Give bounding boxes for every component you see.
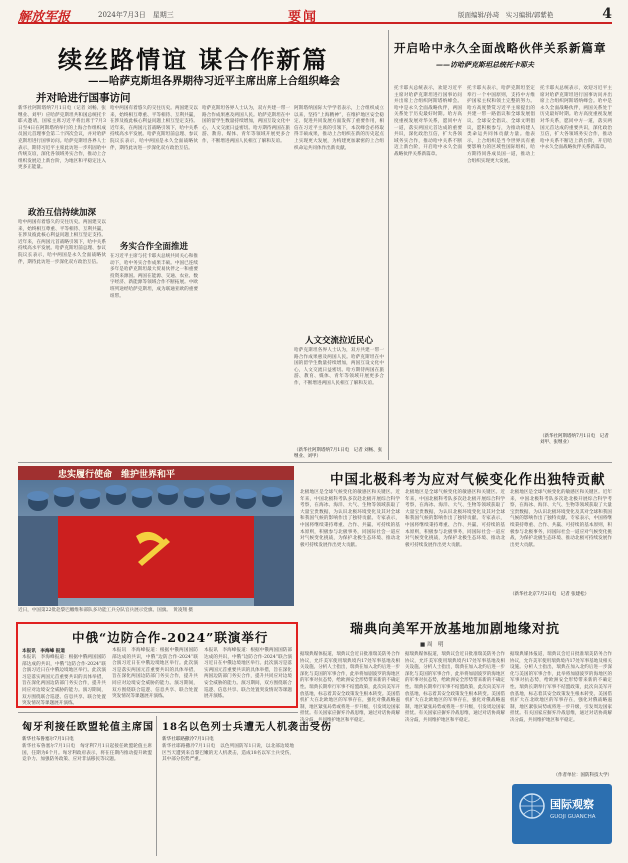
- hungary-byline: 新华社布鲁塞尔7月1日电: [22, 737, 74, 742]
- exercise-col-3: 本报讯 李海峰报道：根据中俄两国国防部达成的共识，中俄“边防合作-2024”联合演习近日在中俄边境地区举行。此次演习是落实两国元首重要共识的具体举措，旨在深化两国边防部门务实合作，提升共同应对边境安全威胁的能力。演习期间，双方围绕联合巡逻、信息共享、联合处置突发情况等课题展开演练。: [204, 648, 292, 700]
- climate-col-3: 北极地区是全球气候变化的敏感区和关键区。近年来，中国北极科考队多次赴北极开展综合科学考察，在海冰、海洋、大气、生物等领域获取了大量宝贵数据，为认识北极环境变化及其对全球和我国气候的影响作出了独特贡献。专家表示，中国将继续秉持尊重、合作、共赢、可持续的基本原则，积极参与北极事务，同国际社会一道应对气候变化挑战，为保护北极生态环境、推动北极可持续发展作出更大贡献。: [510, 490, 612, 548]
- sweden-headline: 瑞典向美军开放基地加剧地缘对抗: [350, 622, 561, 637]
- hungary-headline: 匈牙利接任欧盟轮值主席国: [22, 722, 154, 733]
- sweden-col-1: 据瑞典媒体报道，瑞典议会近日批准瑞美防务合作协议，允许美军使用瑞典境内17处军事基地及相关设施。分析人士指出，瑞典在加入北约后进一步深化与美国的军事合作，此举将加剧波罗的海地区的军事对抗态势，给欧洲安全形势带来新的不确定性。瑞典长期奉行军事不结盟政策，此次向美军开放基地，标志着其安全政策发生根本转变。美国借机扩大在北欧地区的军事存在，强化对俄战略遏制，地区紧张局势或将进一步升级，引发周边国家担忧。有关国家应摒弃冷战思维，通过对话协商解决分歧，共同维护地区和平稳定。: [300, 652, 400, 723]
- intl-observation-badge: [512, 784, 612, 844]
- exercise-headline: 中俄“边防合作-2024”联演举行: [72, 630, 269, 645]
- lead-col-1a: 新华社阿斯塔纳7月1日电（记者 刘畅、张继业、刘甲）应哈萨克斯坦共和国总统托卡耶夫邀请，国家主席习近平将出席于7月3日至4日在阿斯塔纳举行的上海合作组织成员国元首理事会第二十四次会议，并对哈萨克斯坦进行国事访问。哈萨克斯坦各界人士表示，期待习近平主席此访进一步巩固哈中传统友谊，深化各领域务实合作，推动上合组织发展迈上新台阶，为地区和平稳定注入更多正能量。: [18, 106, 106, 171]
- issue-date: 2024年7月3日 星期三: [98, 11, 174, 19]
- israel-headline: 18名以色列士兵遭无人机袭击受伤: [162, 722, 332, 733]
- bottom-col-divider: [156, 716, 157, 856]
- bottom-divider: [18, 712, 298, 713]
- lead-col-2b: 在习近平主席与托卡耶夫总统共同关心和推动下，哈中务实合作成果丰硕。中国已连续多年是哈萨克斯坦最大贸易伙伴之一和重要投资来源国。两国在能源、交通、农业、数字经济、新能源等领域合作不断拓展。中欧班列途经哈萨克斯坦，成为联通亚欧的重要纽带。: [110, 254, 198, 299]
- right-headline: 开启哈中永久全面战略伙伴关系新篇章: [394, 41, 607, 55]
- badge-title: 国际观察: [550, 798, 594, 811]
- right-col-1: 托卡耶夫总统表示，欢迎习近平主席对哈萨克斯坦进行国事访问并出席上合组织阿斯塔纳峰会。哈中是永久全面战略伙伴，两国关系处于历史最好时期。哈方高度重视发展对华关系，愿同中方一道，落实两国元首达成的重要共识，深化政治互信，扩大各领域务实合作，推动哈中关系不断迈上新台阶，开启哈中永久全面战略伙伴关系新篇章。: [394, 86, 462, 157]
- page-editor-info: 版面编辑/孙琦 实习编辑/郭紫艳: [458, 11, 554, 19]
- lead-byline: （新华社阿斯塔纳7月1日电 记者 刘畅、张继业、刘甲）: [294, 448, 383, 459]
- sweden-author: ■ 周 明: [420, 642, 444, 648]
- lead-section-3-heading: 人文交流拉近民心: [304, 336, 373, 346]
- page-number: 4: [602, 6, 612, 22]
- hungary-body: 新华社布鲁塞尔7月1日电 匈牙利7月1日起接任欧盟轮值主席国，任期为6个月。匈牙利政府表示，将在任期内推动提升欧盟竞争力、加强防务政策、应对非法移民等议题。: [22, 744, 152, 763]
- exercise-byline: 本报讯 李海峰 报道: [22, 649, 65, 654]
- exercise-col-1: 本报讯 李海峰报道：根据中俄两国国防部达成的共识，中俄“边防合作-2024”联合演习近日在中俄边境地区举行。此次演习是落实两国元首重要共识的具体举措，旨在深化两国边防部门务实合作，提升共同应对边境安全威胁的能力。演习期间，双方围绕联合巡逻、信息共享、联合处置突发情况等课题展开演练。: [22, 655, 106, 707]
- lead-col-1b: 哈中两国有着悠久的交往历史。两国建交以来，始终相互尊重、平等相待、互利共赢，在涉及彼此核心利益问题上相互坚定支持。近年来，在两国元首战略引领下，哈中关系持续高水平发展。哈萨克斯坦前总理、参议院议长表示，哈中两国是永久全面战略伙伴，期待此访进一步深化双方政治互信。: [18, 220, 106, 265]
- sweden-col-2: 据瑞典媒体报道，瑞典议会近日批准瑞美防务合作协议，允许美军使用瑞典境内17处军事基地及相关设施。分析人士指出，瑞典在加入北约后进一步深化与美国的军事合作，此举将加剧波罗的海地区的军事对抗态势，给欧洲安全形势带来新的不确定性。瑞典长期奉行军事不结盟政策，此次向美军开放基地，标志着其安全政策发生根本转变。美国借机扩大在北欧地区的军事存在，强化对俄战略遏制，地区紧张局势或将进一步升级，引发周边国家担忧。有关国家应摒弃冷战思维，通过对话协商解决分歧，共同维护地区和平稳定。: [405, 652, 505, 723]
- exercise-col-2: 本报讯 李海峰报道：根据中俄两国国防部达成的共识，中俄“边防合作-2024”联合演习近日在中俄边境地区举行。此次演习是落实两国元首重要共识的具体举措，旨在深化两国边防部门务实合作，提升共同应对边境安全威胁的能力。演习期间，双方围绕联合巡逻、信息共享、联合处置突发情况等课题展开演练。: [112, 648, 198, 700]
- lead-col-4a: 阿斯塔纳国际大学学者表示，上合组织成立以来，坚持“上海精神”，在维护地区安全稳定、促进共同发展方面发挥了重要作用，相信在习近平主席的引领下，本次峰会必将取得丰硕成果，推动上合组织在新的历史起点上实现更大发展，为构建更加紧密的上合组织命运共同体作出新贡献。: [294, 106, 384, 151]
- sweden-byline: （作者单位：国防科技大学）: [553, 773, 612, 778]
- climate-col-2: 北极地区是全球气候变化的敏感区和关键区。近年来，中国北极科考队多次赴北极开展综合科学考察，在海冰、海洋、大气、生物等领域获取了大量宝贵数据，为认识北极环境变化及其对全球和我国气候的影响作出了独特贡献。专家表示，中国将继续秉持尊重、合作、共赢、可持续的基本原则，积极参与北极事务，同国际社会一道应对气候变化挑战，为保护北极生态环境、推动北极可持续发展作出更大贡献。: [405, 490, 505, 548]
- climate-headline: 中国北极科考为应对气候变化作出独特贡献: [330, 472, 606, 488]
- israel-byline: 新华社耶路撒冷7月1日电: [162, 737, 214, 742]
- right-byline: （新华社阿斯塔纳7月1日电 记者 刘甲、张继业）: [540, 434, 609, 445]
- peacekeeper-photo: [18, 466, 294, 606]
- lead-section-2-heading: 务实合作全面推进: [119, 242, 188, 252]
- lead-col-2a: 哈中两国有着悠久的交往历史。两国建交以来，始终相互尊重、平等相待、互利共赢，在涉及彼此核心利益问题上相互坚定支持。近年来，在两国元首战略引领下，哈中关系持续高水平发展。哈萨克斯坦前总理、参议院议长表示，哈中两国是永久全面战略伙伴，期待此访进一步深化双方政治互信。: [110, 106, 198, 151]
- column-divider: [388, 30, 389, 460]
- lead-col-4b: 哈萨克斯坦各界人士认为，双方共建一带一路合作成果惠及两国人民。哈萨克斯坦在中国的留学生数量持续增加，两国互设文化中心，人文交流日益密切。哈方期待两国在旅游、教育、媒体、青年等领域开展更多合作，不断增进两国人民相互了解和友谊。: [294, 348, 384, 386]
- badge-subtitle: GUOJI GUANCHA: [550, 814, 596, 820]
- lead-col-3: 哈萨克斯坦各界人士认为，双方共建一带一路合作成果惠及两国人民。哈萨克斯坦在中国的留学生数量持续增加，两国互设文化中心，人文交流日益密切。哈方期待两国在旅游、教育、媒体、青年等领域开展更多合作，不断增进两国人民相互了解和友谊。: [202, 106, 290, 144]
- photo-banner-text: 忠实履行使命 维护世界和平: [58, 470, 176, 480]
- photo-caption: 近日，中国第22批赴黎巴嫩维和部队多功能工兵分队官兵展示党旗、国旗。 黄凌翔 摄: [18, 608, 193, 613]
- masthead: [18, 6, 612, 24]
- lead-subtitle-2: 并对哈进行国事访问: [36, 92, 131, 104]
- climate-byline: （新华社北京7月2日电 记者 张建松）: [510, 592, 590, 597]
- lead-headline: 续丝路情谊 谋合作新篇: [58, 45, 329, 74]
- climate-col-1: 北极地区是全球气候变化的敏感区和关键区。近年来，中国北极科考队多次赴北极开展综合科学考察，在海冰、海洋、大气、生物等领域获取了大量宝贵数据，为认识北极环境变化及其对全球和我国气候的影响作出了独特贡献。专家表示，中国将继续秉持尊重、合作、共赢、可持续的基本原则，积极参与北极事务，同国际社会一道应对气候变化挑战，为保护北极生态环境、推动北极可持续发展作出更大贡献。: [300, 490, 400, 548]
- right-col-3: 托卡耶夫总统表示，欢迎习近平主席对哈萨克斯坦进行国事访问并出席上合组织阿斯塔纳峰会。哈中是永久全面战略伙伴，两国关系处于历史最好时期。哈方高度重视发展对华关系，愿同中方一道，落实两国元首达成的重要共识，深化政治互信，扩大各领域务实合作，推动哈中关系不断迈上新台阶，开启哈中永久全面战略伙伴关系新篇章。: [540, 86, 612, 151]
- lead-subtitle-1: ——哈萨克斯坦各界期待习近平主席出席上合组织峰会: [88, 75, 340, 87]
- newspaper-logo: 解放军报: [18, 10, 71, 25]
- israel-body: 新华社耶路撒冷7月1日电 以色列国防军1日说，以北部边境地区当天遭到来自黎巴嫩的无人机袭击，造成18名以军士兵受伤，其中部分伤势严重。: [162, 744, 294, 763]
- lead-section-1-heading: 政治互信持续加深: [27, 208, 96, 218]
- right-col-2: 托卡耶夫表示，哈萨克斯坦坚定奉行一个中国原则，支持中方维护国家主权和领土完整的努力。哈方高度赞赏习近平主席提出的共建一带一路倡议和全球发展倡议、全球安全倡议、全球文明倡议，愿积极参与，为推动构建人类命运共同体贡献力量。他表示，上合组织是当今世界具有重要影响力的区域性国际组织，哈方期待同各成员国一道，推动上合组织实现更大发展。: [467, 86, 535, 164]
- right-subtitle: ——访哈萨克斯坦总统托卡耶夫: [436, 60, 534, 69]
- section-divider: [18, 462, 612, 463]
- section-title: 要闻: [288, 10, 319, 25]
- sweden-col-3: 据瑞典媒体报道，瑞典议会近日批准瑞美防务合作协议，允许美军使用瑞典境内17处军事基地及相关设施。分析人士指出，瑞典在加入北约后进一步深化与美国的军事合作，此举将加剧波罗的海地区的军事对抗态势，给欧洲安全形势带来新的不确定性。瑞典长期奉行军事不结盟政策，此次向美军开放基地，标志着其安全政策发生根本转变。美国借机扩大在北欧地区的军事存在，强化对俄战略遏制，地区紧张局势或将进一步升级，引发周边国家担忧。有关国家应摒弃冷战思维，通过对话协商解决分歧，共同维护地区和平稳定。: [510, 652, 612, 723]
